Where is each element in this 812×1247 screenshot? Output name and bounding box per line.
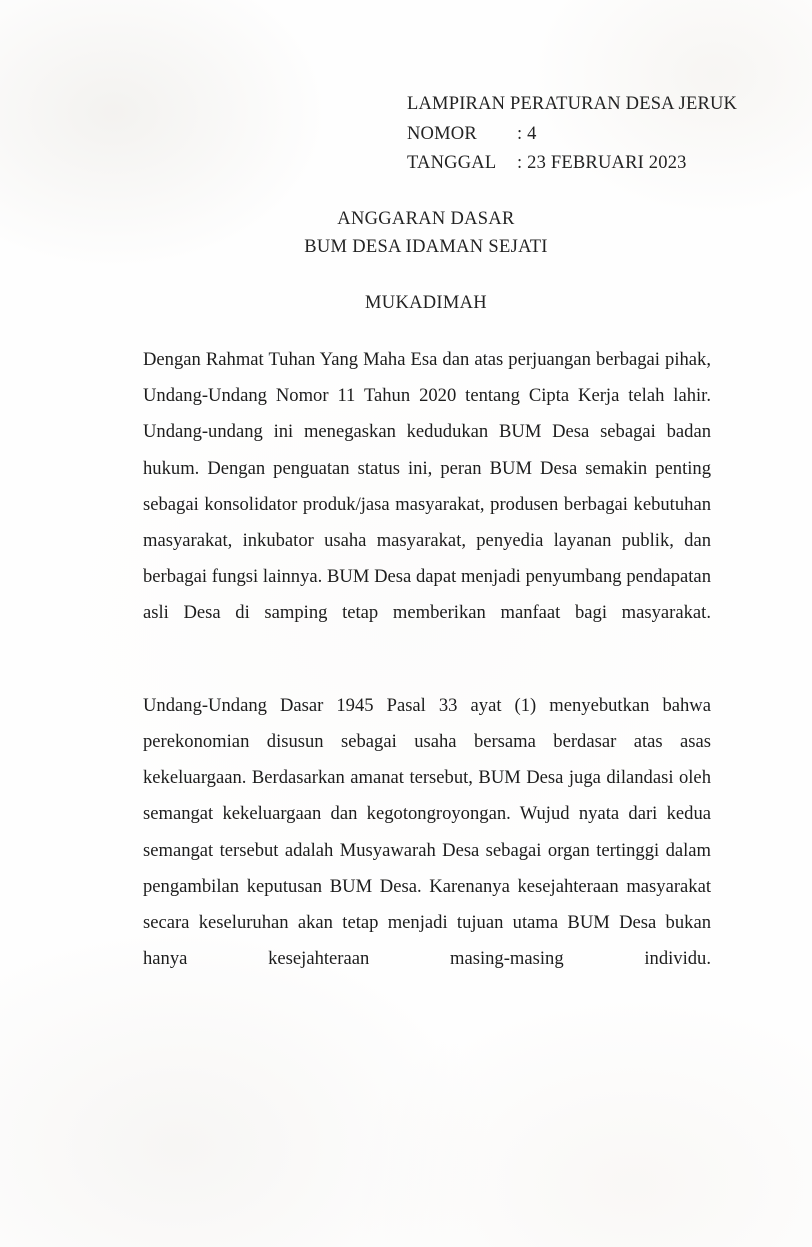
document-body [143, 342, 711, 1014]
section-heading-mukadimah: MUKADIMAH [365, 293, 487, 313]
document-title-block [0, 205, 812, 261]
body-paragraph: Undang-Undang Dasar 1945 Pasal 33 ayat (1) menyebutkan bahwa perekonomian disusun sebagai usaha bersama berdasar atas asas kekeluargaan. Berdasarkan amanat tersebut, BUM Desa juga dilandasi oleh semangat kekeluargaan dan kegotongroyongan. Wujud nyata dari kedua semangat tersebut adalah Musyawarah Desa sebagai organ tertinggi dalam pengambilan keputusan BUM Desa. Karenanya kesejahteraan masyarakat secara keseluruhan akan tetap menjadi tujuan utama BUM Desa bukan hanya kesejahteraan masing-masing individu. [143, 694, 711, 970]
attachment-header-block [407, 90, 738, 179]
header-label-nomor: NOMOR [407, 123, 477, 144]
attachment-reference-line: LAMPIRAN PERATURAN DESA JERUK [407, 94, 738, 114]
document-title-secondary: BUM DESA IDAMAN SEJATI [304, 237, 548, 257]
header-row-tanggal [407, 149, 727, 179]
body-paragraph: Dengan Rahmat Tuhan Yang Maha Esa dan atas perjuangan berbagai pihak, Undang-Undang Nomor 11 Tahun 2020 tentang Cipta Kerja telah lahir. Undang-undang ini menegaskan kedudukan BUM Desa sebagai badan hukum. Dengan penguatan status ini, peran BUM Desa semakin penting sebagai konsolidator produk/jasa masyarakat, produsen berbagai kebutuhan masyarakat, inkubator usaha masyarakat, penyedia layanan publik, dan berbagai fungsi lainnya. BUM Desa dapat menjadi penyumbang pendapatan asli Desa di samping tetap memberikan manfaat bagi masyarakat. [143, 349, 711, 624]
document-title-primary: ANGGARAN DASAR [337, 209, 515, 229]
header-value-tanggal: : 23 FEBRUARI 2023 [517, 153, 687, 173]
header-value-nomor: : 4 [517, 123, 537, 144]
header-label-tanggal: TANGGAL [407, 153, 497, 173]
header-row-nomor [407, 120, 727, 150]
